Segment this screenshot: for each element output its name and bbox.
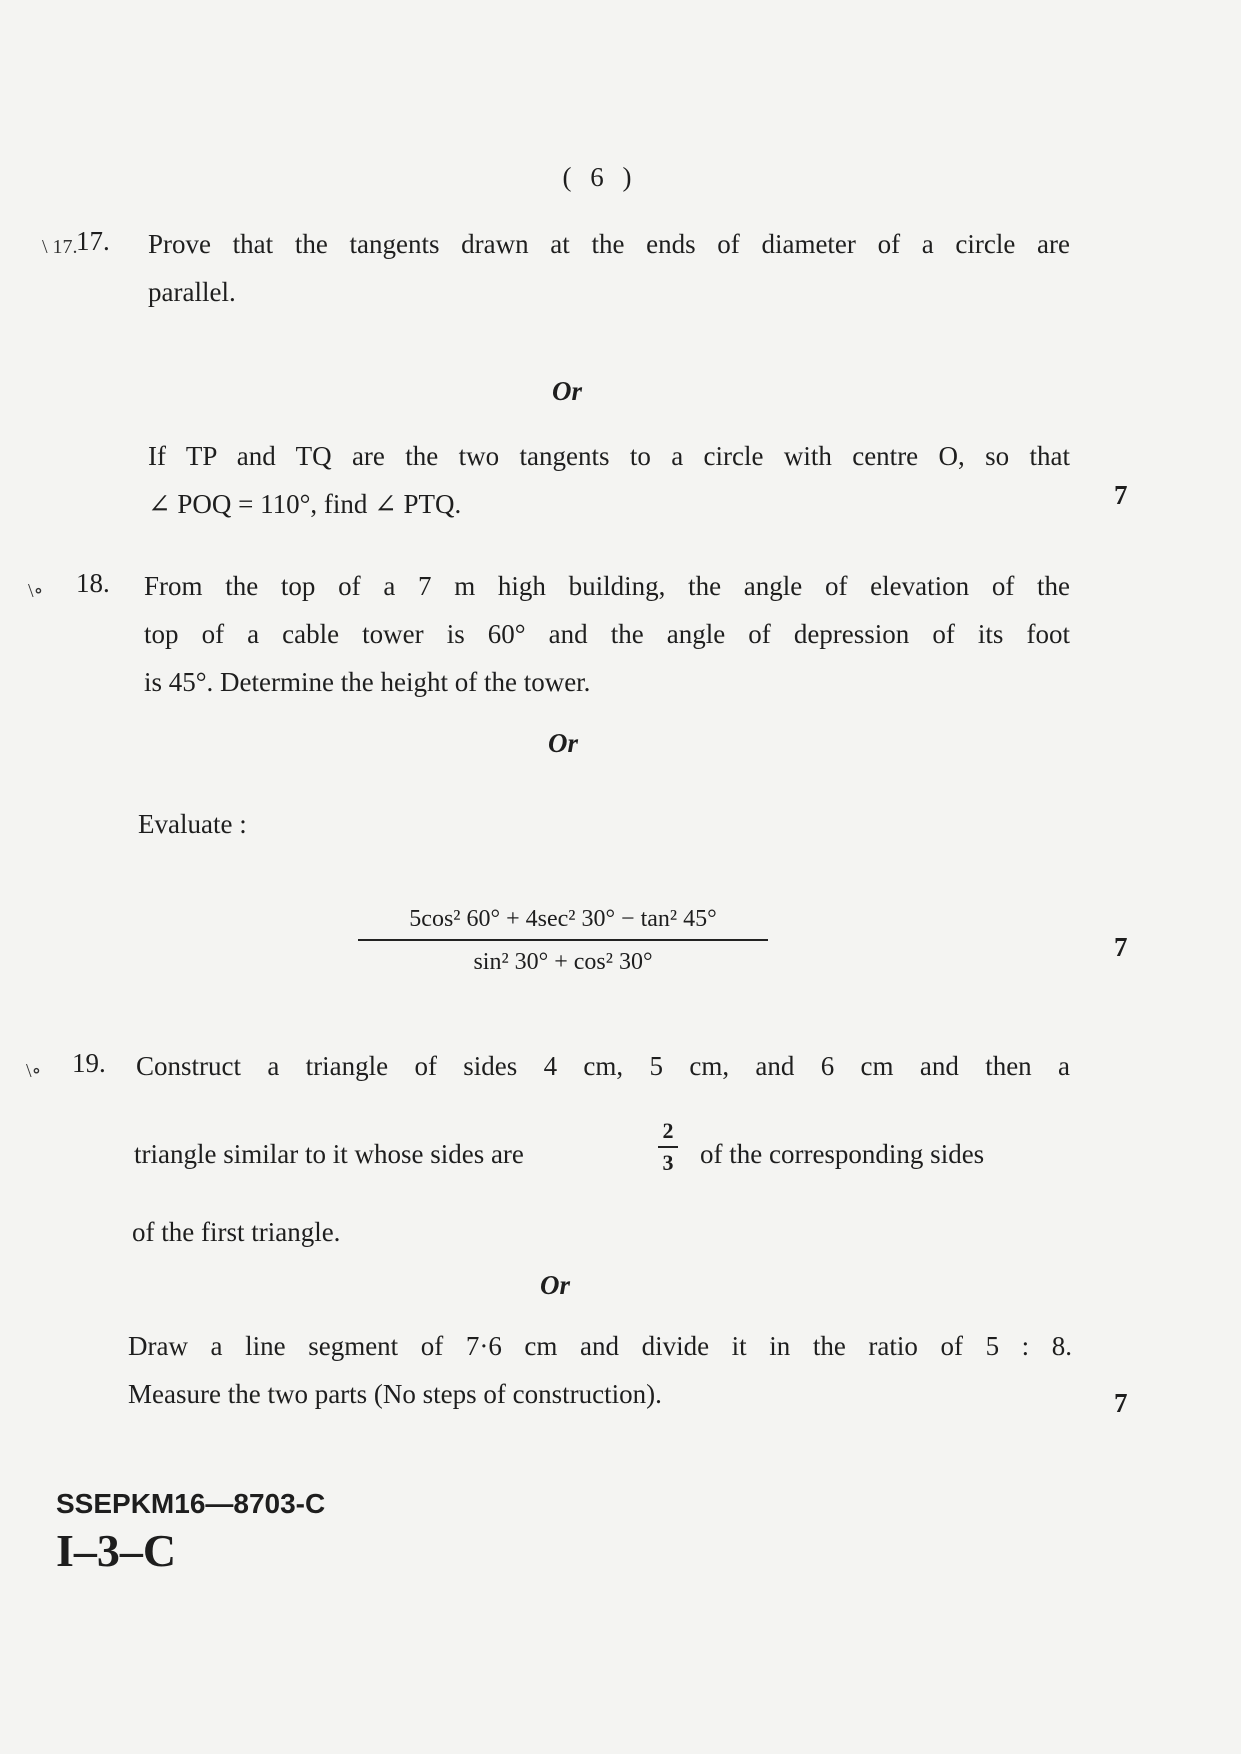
question-number-19: 19. (72, 1048, 106, 1078)
question-18-text (144, 562, 1070, 706)
evaluate-formula (358, 906, 768, 976)
formula-denominator: sin² 30° + cos² 30° (473, 949, 653, 975)
ratio-denominator: 3 (662, 1150, 674, 1175)
ratio-fraction (658, 1118, 678, 1176)
question-19-line-2-end: of the corresponding sides (700, 1139, 985, 1169)
marks-18: 7 (1114, 932, 1128, 962)
question-17-alternative (148, 432, 1070, 528)
evaluate-label: Evaluate : (138, 809, 247, 839)
question-17-text (148, 220, 1070, 316)
paper-code: SSEPKM16—8703-C (56, 1488, 326, 1519)
question-19-alt-line: Draw a line segment of 7·6 cm and divide it in the ratio of 5 : 8. (128, 1331, 1072, 1361)
margin-note-18: \∘ (28, 580, 44, 602)
question-17-line: parallel. (148, 277, 236, 307)
question-17-alt-line: If TP and TQ are the two tangents to a circle with centre O, so that (148, 441, 1070, 471)
question-number-17: 17. (76, 226, 110, 256)
question-19-alt-line: Measure the two parts (No steps of construction). (128, 1379, 662, 1409)
ratio-numerator: 2 (662, 1118, 674, 1143)
ratio-bar (658, 1146, 678, 1148)
question-18-line: is 45°. Determine the height of the tower. (144, 667, 591, 697)
or-label-18: Or (548, 728, 579, 758)
question-19-alternative (128, 1322, 1072, 1418)
or-label-19: Or (540, 1270, 571, 1300)
margin-note-19: \∘ (26, 1060, 42, 1082)
marks-17: 7 (1114, 480, 1128, 510)
or-label-17: Or (552, 376, 583, 406)
question-19-line-1: Construct a triangle of sides 4 cm, 5 cm, and 6 cm and then a (136, 1051, 1070, 1081)
formula-numerator: 5cos² 60° + 4sec² 30° − tan² 45° (409, 906, 717, 932)
margin-note-17: \ 17. (42, 236, 78, 258)
question-19-line-2-start: triangle similar to it whose sides are (134, 1139, 524, 1169)
set-code: I–3–C (56, 1525, 177, 1576)
question-18-line: top of a cable tower is 60° and the angle of depression of its foot (144, 619, 1070, 649)
question-number-18: 18. (76, 568, 110, 598)
question-17-line: Prove that the tangents drawn at the ends of diameter of a circle are (148, 229, 1070, 259)
fraction-bar (358, 939, 768, 941)
page-number: ( 6 ) (562, 162, 638, 192)
question-18-line: From the top of a 7 m high building, the angle of elevation of the (144, 571, 1070, 601)
question-19-line-3: of the first triangle. (132, 1217, 341, 1247)
marks-19: 7 (1114, 1388, 1128, 1418)
question-17-alt-line: ∠ POQ = 110°, find ∠ PTQ. (148, 489, 462, 519)
